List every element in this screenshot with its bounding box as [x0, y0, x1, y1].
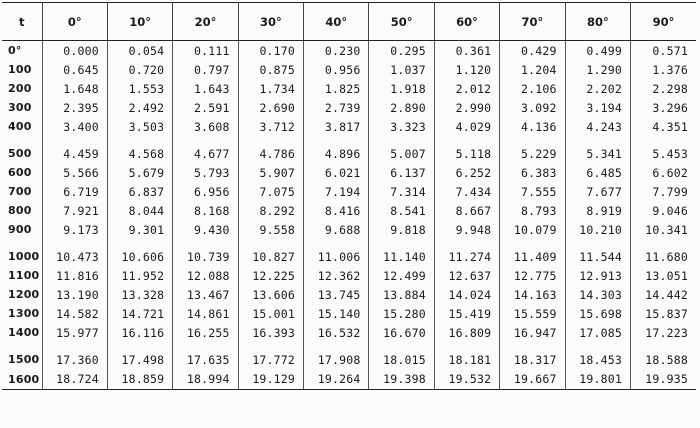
- table-cell: 9.558: [238, 220, 303, 239]
- table-row: [2, 323, 696, 342]
- table-cell: 1.553: [107, 79, 172, 98]
- table-cell: 1.643: [173, 79, 238, 98]
- table-cell: 8.919: [565, 201, 630, 220]
- table-cell: 11.816: [42, 266, 107, 285]
- table-cell: 8.541: [369, 201, 434, 220]
- table-cell: 2.202: [565, 79, 630, 98]
- table-cell: 10.341: [631, 220, 696, 239]
- spacer-cell: [173, 239, 238, 247]
- table-cell: 4.568: [107, 144, 172, 163]
- table-cell: 18.015: [369, 350, 434, 369]
- table-cell: 14.024: [434, 285, 499, 304]
- table-cell: 19.264: [304, 369, 369, 390]
- table-cell: 7.799: [631, 182, 696, 201]
- spacer-cell: [2, 239, 42, 247]
- table-cell: 4.896: [304, 144, 369, 163]
- table-cell: 3.712: [238, 117, 303, 136]
- table-cell: 13.051: [631, 266, 696, 285]
- table-cell: 6.485: [565, 163, 630, 182]
- col-header-t: t: [2, 3, 42, 41]
- table-row: [2, 144, 696, 163]
- table-cell: 3.503: [107, 117, 172, 136]
- table-cell: 5.118: [434, 144, 499, 163]
- table-cell: 5.679: [107, 163, 172, 182]
- table-cell: 1.037: [369, 60, 434, 79]
- table-cell: 5.341: [565, 144, 630, 163]
- table-cell: 8.667: [434, 201, 499, 220]
- table-cell: 2.890: [369, 98, 434, 117]
- table-cell: 15.001: [238, 304, 303, 323]
- table-cell: 3.092: [500, 98, 565, 117]
- table-cell: 16.809: [434, 323, 499, 342]
- table-cell: 3.194: [565, 98, 630, 117]
- table-cell: 0.295: [369, 41, 434, 61]
- row-label: 1100: [8, 269, 40, 282]
- table-cell: 19.667: [500, 369, 565, 390]
- table-cell: 4.136: [500, 117, 565, 136]
- table-cell: 15.559: [500, 304, 565, 323]
- col-header-90: 90°: [631, 3, 696, 41]
- table-cell: 12.362: [304, 266, 369, 285]
- table-cell: 0.000: [42, 41, 107, 61]
- table-cell: 9.430: [173, 220, 238, 239]
- table-cell: 6.837: [107, 182, 172, 201]
- spacer-cell: [434, 239, 499, 247]
- group-spacer: [2, 239, 696, 247]
- row-label: 900: [8, 223, 32, 236]
- spacer-cell: [434, 342, 499, 350]
- table-cell: 11.680: [631, 247, 696, 266]
- col-header-10: 10°: [107, 3, 172, 41]
- table-cell: 11.274: [434, 247, 499, 266]
- table-cell: 15.140: [304, 304, 369, 323]
- table-cell: 16.532: [304, 323, 369, 342]
- table-cell: 10.210: [565, 220, 630, 239]
- spacer-cell: [631, 342, 696, 350]
- spacer-cell: [238, 342, 303, 350]
- table-cell: 17.223: [631, 323, 696, 342]
- spacer-cell: [500, 239, 565, 247]
- spacer-cell: [304, 239, 369, 247]
- table-cell: 0.361: [434, 41, 499, 61]
- row-label: 1200: [8, 288, 40, 301]
- table-cell: 8.416: [304, 201, 369, 220]
- table-cell: 3.323: [369, 117, 434, 136]
- table-cell: 14.303: [565, 285, 630, 304]
- row-label: 800: [8, 204, 32, 217]
- table-row: [2, 117, 696, 136]
- group-spacer: [2, 136, 696, 144]
- table-cell: 18.588: [631, 350, 696, 369]
- table-row: [2, 247, 696, 266]
- table-cell: 0.797: [173, 60, 238, 79]
- table-cell: 11.952: [107, 266, 172, 285]
- table-cell: 17.085: [565, 323, 630, 342]
- spacer-cell: [42, 239, 107, 247]
- table-cell: 13.745: [304, 285, 369, 304]
- row-label: 0°: [8, 44, 22, 57]
- table-row: [2, 201, 696, 220]
- col-header-50: 50°: [369, 3, 434, 41]
- row-label: 1300: [8, 307, 40, 320]
- table-row: [2, 369, 696, 390]
- table-cell: 17.635: [173, 350, 238, 369]
- spacer-cell: [565, 136, 630, 144]
- table-cell: 1.648: [42, 79, 107, 98]
- table-cell: 0.956: [304, 60, 369, 79]
- table-cell: 15.977: [42, 323, 107, 342]
- table-cell: 9.046: [631, 201, 696, 220]
- row-label: 1600: [2, 369, 42, 390]
- table-cell: 18.724: [42, 369, 107, 390]
- table-cell: 7.314: [369, 182, 434, 201]
- table-cell: 18.317: [500, 350, 565, 369]
- table-cell: 4.351: [631, 117, 696, 136]
- col-header-40: 40°: [304, 3, 369, 41]
- table-cell: 1.120: [434, 60, 499, 79]
- table-cell: 11.409: [500, 247, 565, 266]
- col-header-0: 0°: [42, 3, 107, 41]
- table-cell: 1.918: [369, 79, 434, 98]
- table-cell: 12.499: [369, 266, 434, 285]
- table-cell: 4.677: [173, 144, 238, 163]
- spacer-cell: [304, 136, 369, 144]
- table-cell: 14.861: [173, 304, 238, 323]
- table-cell: 9.301: [107, 220, 172, 239]
- table-cell: 8.044: [107, 201, 172, 220]
- table-cell: 8.292: [238, 201, 303, 220]
- table-cell: 11.140: [369, 247, 434, 266]
- table-row: [2, 98, 696, 117]
- table-cell: 9.948: [434, 220, 499, 239]
- table-cell: 10.739: [173, 247, 238, 266]
- row-label: 1000: [8, 250, 40, 263]
- spacer-cell: [173, 342, 238, 350]
- table-cell: 9.173: [42, 220, 107, 239]
- table-cell: 1.825: [304, 79, 369, 98]
- spacer-cell: [631, 239, 696, 247]
- table-cell: 3.817: [304, 117, 369, 136]
- table-cell: 10.606: [107, 247, 172, 266]
- table-cell: 0.499: [565, 41, 630, 61]
- spacer-cell: [565, 342, 630, 350]
- col-header-30: 30°: [238, 3, 303, 41]
- table-cell: 9.818: [369, 220, 434, 239]
- table-cell: 7.434: [434, 182, 499, 201]
- row-label: 400: [8, 120, 32, 133]
- table-cell: 15.698: [565, 304, 630, 323]
- spacer-cell: [107, 136, 172, 144]
- spacer-cell: [369, 239, 434, 247]
- table-row: [2, 350, 696, 369]
- spacer-cell: [238, 239, 303, 247]
- table-cell: 10.473: [42, 247, 107, 266]
- table-cell: 6.021: [304, 163, 369, 182]
- table-cell: 19.801: [565, 369, 630, 390]
- row-label: 100: [8, 63, 32, 76]
- table-cell: 14.163: [500, 285, 565, 304]
- col-header-20: 20°: [173, 3, 238, 41]
- table-cell: 16.670: [369, 323, 434, 342]
- table-cell: 6.383: [500, 163, 565, 182]
- table-cell: 5.453: [631, 144, 696, 163]
- table-cell: 3.400: [42, 117, 107, 136]
- table-cell: 13.328: [107, 285, 172, 304]
- col-header-60: 60°: [434, 3, 499, 41]
- table-cell: 0.645: [42, 60, 107, 79]
- table-row: [2, 304, 696, 323]
- spacer-cell: [107, 342, 172, 350]
- table-cell: 12.637: [434, 266, 499, 285]
- spacer-cell: [500, 136, 565, 144]
- spacer-cell: [2, 136, 42, 144]
- table-cell: 1.290: [565, 60, 630, 79]
- table-cell: 0.429: [500, 41, 565, 61]
- table-cell: 18.453: [565, 350, 630, 369]
- table-cell: 14.721: [107, 304, 172, 323]
- spacer-cell: [107, 239, 172, 247]
- table-cell: 4.786: [238, 144, 303, 163]
- row-label: 1400: [8, 326, 40, 339]
- table-cell: 7.194: [304, 182, 369, 201]
- table-cell: 7.075: [238, 182, 303, 201]
- table-cell: 4.243: [565, 117, 630, 136]
- table-row: [2, 163, 696, 182]
- table-body: [2, 41, 696, 390]
- table-row: [2, 285, 696, 304]
- col-header-80: 80°: [565, 3, 630, 41]
- table-cell: 1.376: [631, 60, 696, 79]
- table-cell: 15.419: [434, 304, 499, 323]
- table-cell: 5.793: [173, 163, 238, 182]
- table-cell: 17.498: [107, 350, 172, 369]
- table-row: [2, 79, 696, 98]
- spacer-cell: [173, 136, 238, 144]
- table-cell: 6.252: [434, 163, 499, 182]
- table-cell: 1.734: [238, 79, 303, 98]
- spacer-cell: [2, 342, 42, 350]
- table-cell: 13.606: [238, 285, 303, 304]
- table-cell: 2.990: [434, 98, 499, 117]
- table-cell: 19.532: [434, 369, 499, 390]
- table-cell: 12.088: [173, 266, 238, 285]
- table-cell: 13.884: [369, 285, 434, 304]
- spacer-cell: [304, 342, 369, 350]
- row-label: 500: [8, 147, 32, 160]
- table-cell: 8.793: [500, 201, 565, 220]
- table-cell: 2.690: [238, 98, 303, 117]
- table-cell: 15.280: [369, 304, 434, 323]
- table-cell: 0.720: [107, 60, 172, 79]
- table-cell: 0.230: [304, 41, 369, 61]
- table-cell: 6.602: [631, 163, 696, 182]
- table-cell: 18.859: [107, 369, 172, 390]
- spacer-cell: [42, 136, 107, 144]
- row-label: 700: [8, 185, 32, 198]
- table-cell: 16.116: [107, 323, 172, 342]
- table-cell: 6.719: [42, 182, 107, 201]
- table-cell: 3.608: [173, 117, 238, 136]
- spacer-cell: [500, 342, 565, 350]
- table-cell: 7.921: [42, 201, 107, 220]
- table-cell: 18.181: [434, 350, 499, 369]
- table-cell: 4.029: [434, 117, 499, 136]
- row-label: 600: [8, 166, 32, 179]
- table-cell: 12.775: [500, 266, 565, 285]
- table-cell: 6.956: [173, 182, 238, 201]
- table-cell: 16.255: [173, 323, 238, 342]
- table-cell: 0.571: [631, 41, 696, 61]
- table-cell: 5.229: [500, 144, 565, 163]
- table-cell: 17.772: [238, 350, 303, 369]
- table-cell: 9.688: [304, 220, 369, 239]
- table-cell: 4.459: [42, 144, 107, 163]
- table-cell: 5.007: [369, 144, 434, 163]
- table-cell: 8.168: [173, 201, 238, 220]
- table-cell: 0.875: [238, 60, 303, 79]
- table-cell: 10.827: [238, 247, 303, 266]
- spacer-cell: [565, 239, 630, 247]
- row-label: 300: [8, 101, 32, 114]
- table-cell: 14.582: [42, 304, 107, 323]
- table-cell: 2.492: [107, 98, 172, 117]
- table-cell: 2.298: [631, 79, 696, 98]
- table-cell: 6.137: [369, 163, 434, 182]
- table-cell: 3.296: [631, 98, 696, 117]
- header-row: [2, 3, 696, 41]
- table-cell: 17.360: [42, 350, 107, 369]
- spacer-cell: [369, 342, 434, 350]
- table-cell: 2.012: [434, 79, 499, 98]
- table-row: [2, 60, 696, 79]
- spacer-cell: [369, 136, 434, 144]
- table-cell: 16.393: [238, 323, 303, 342]
- table-cell: 1.204: [500, 60, 565, 79]
- table-cell: 14.442: [631, 285, 696, 304]
- table-row: [2, 220, 696, 239]
- table-cell: 7.677: [565, 182, 630, 201]
- table-cell: 0.170: [238, 41, 303, 61]
- table-cell: 0.111: [173, 41, 238, 61]
- table-cell: 12.225: [238, 266, 303, 285]
- table-cell: 2.739: [304, 98, 369, 117]
- table-cell: 11.544: [565, 247, 630, 266]
- table-cell: 10.079: [500, 220, 565, 239]
- row-label: 1500: [8, 353, 40, 366]
- spacer-cell: [238, 136, 303, 144]
- table-cell: 2.591: [173, 98, 238, 117]
- table-cell: 2.106: [500, 79, 565, 98]
- table-cell: 17.908: [304, 350, 369, 369]
- table-row: [2, 41, 696, 61]
- table-cell: 11.006: [304, 247, 369, 266]
- spacer-cell: [631, 136, 696, 144]
- table-cell: 12.913: [565, 266, 630, 285]
- spacer-cell: [434, 136, 499, 144]
- table-cell: 19.129: [238, 369, 303, 390]
- table-cell: 0.054: [107, 41, 172, 61]
- group-spacer: [2, 342, 696, 350]
- table-cell: 2.395: [42, 98, 107, 117]
- table-cell: 7.555: [500, 182, 565, 201]
- table-cell: 5.566: [42, 163, 107, 182]
- table-row: [2, 182, 696, 201]
- table-cell: 19.935: [631, 369, 696, 390]
- table-cell: 13.467: [173, 285, 238, 304]
- table-cell: 13.190: [42, 285, 107, 304]
- table-cell: 5.907: [238, 163, 303, 182]
- table-row: [2, 266, 696, 285]
- row-label: 200: [8, 82, 32, 95]
- spacer-cell: [42, 342, 107, 350]
- table-cell: 16.947: [500, 323, 565, 342]
- table-cell: 18.994: [173, 369, 238, 390]
- data-table: [2, 2, 696, 390]
- col-header-70: 70°: [500, 3, 565, 41]
- table-cell: 19.398: [369, 369, 434, 390]
- table-cell: 15.837: [631, 304, 696, 323]
